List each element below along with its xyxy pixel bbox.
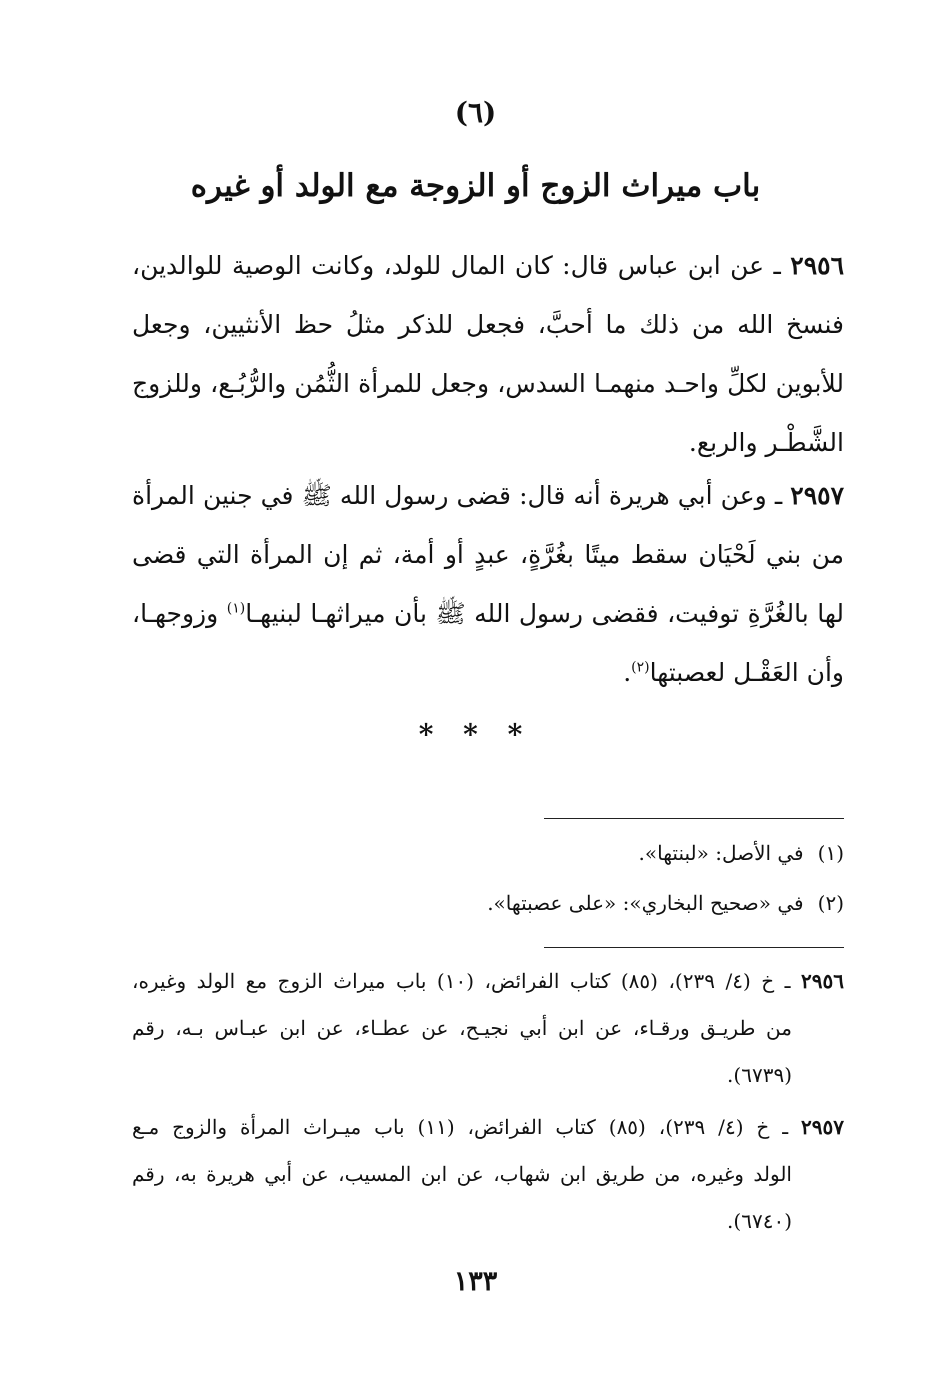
source-line: (٦٧٤٠). bbox=[727, 1209, 792, 1233]
source-line: الولد وغيره، من طريق ابن شهاب، عن ابن المسيب، عن أبي هريرة به، رقم bbox=[132, 1162, 792, 1186]
source-text: ـ خ (٤/ ٢٣٩)، (٨٥) كتاب الفرائض، (١٠) باب ميراث الزوج مع الولد وغيره، bbox=[132, 969, 801, 993]
footnote-marker: (٢) bbox=[817, 891, 844, 915]
hadith-text: . bbox=[623, 658, 632, 687]
source-line bbox=[132, 1104, 844, 1151]
hadith-text: عن ابن عباس قال: كان المال للولد، وكانت الوصية للوالدين، فنسخ الله من ذلك ما أحبَّ، فجعل للذكر مثلُ حظ الأنثيين، وجعل للأبوين لكلِّ واحـد منهمـا السدس، وجعل للمرأة الثُّمُن والرُّبُـع، وللزوج الشَّطْـر والربع. bbox=[132, 251, 844, 457]
footnote-text: في «صحيح البخاري»: «على عصبتها». bbox=[487, 891, 804, 915]
hadith-dash: ـ bbox=[764, 251, 791, 280]
footnote-reference[interactable]: (١) bbox=[226, 600, 246, 617]
hadith-paragraph bbox=[132, 466, 844, 702]
source-line bbox=[132, 958, 844, 1005]
source-number: ٢٩٥٧ bbox=[801, 1115, 844, 1139]
section-separator: * * * bbox=[418, 718, 533, 751]
source-reference bbox=[132, 958, 844, 1099]
footnote-divider bbox=[544, 818, 844, 819]
footnote bbox=[200, 888, 844, 918]
hadith-text: وعن أبي هريرة أنه قال: قضى رسول الله ﷺ في جنين المرأة من بني لَحْيَان سقط ميتًا بغُرَّةٍ، عبدٍ أو أمة، ثم إن المرأة التي قضى لها بالغُرَّةِ توفيت، فقضى رسول الله ﷺ بأن ميراثهـا لبنيهـا bbox=[132, 481, 845, 628]
footnote-reference[interactable]: (٢) bbox=[631, 659, 650, 676]
chapter-title: باب ميراث الزوج أو الزوجة مع الولد أو غيره bbox=[190, 168, 761, 204]
source-reference bbox=[132, 1104, 844, 1245]
hadith-number: ٢٩٥٧ bbox=[790, 481, 844, 510]
source-number: ٢٩٥٦ bbox=[801, 969, 844, 993]
footnote bbox=[200, 838, 844, 868]
footnote-text: في الأصل: «لبنتها». bbox=[638, 841, 804, 865]
hadith-text: وزوجهـا، وأن العَقْـل لعصبتها bbox=[132, 599, 844, 687]
footnote-marker: (١) bbox=[817, 841, 844, 865]
hadith-paragraph bbox=[132, 236, 844, 472]
hadith-number: ٢٩٥٦ bbox=[790, 251, 845, 280]
source-line: (٦٧٣٩). bbox=[727, 1063, 792, 1087]
section-number: (٦) bbox=[454, 96, 497, 129]
hadith-dash: ـ bbox=[766, 481, 791, 510]
source-text: ـ خ (٤/ ٢٣٩)، (٨٥) كتاب الفرائض، (١١) باب ميـراث المرأة والزوج مـع bbox=[132, 1115, 802, 1139]
source-divider bbox=[544, 947, 844, 948]
source-line: من طريـق ورقـاء، عن ابن أبي نجيـح، عن عطـاء، عن ابن عبـاس بـه، رقم bbox=[132, 1016, 792, 1040]
page-number: ١٣٣ bbox=[453, 1266, 498, 1297]
